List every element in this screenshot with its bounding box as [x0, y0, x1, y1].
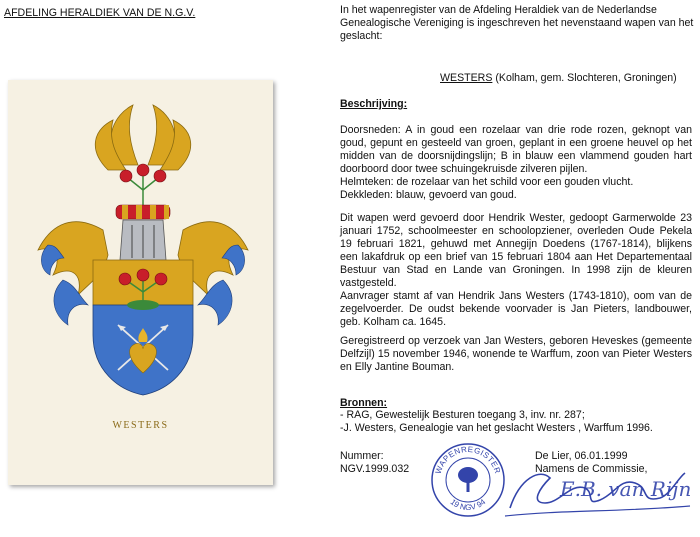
svg-text:19 NGV 94: [449, 497, 488, 512]
sources-list: [340, 409, 692, 435]
intro-paragraph: In het wapenregister van de Afdeling Heraldiek van de Nederlandse Genealogische Vereniging is ingeschreven het nevenstaand wapen van het geslacht:: [340, 4, 694, 42]
coat-of-arms-image: [8, 80, 273, 410]
family-place: (Kolham, gem. Slochteren, Groningen): [495, 72, 677, 84]
family-name: WESTERS: [440, 72, 493, 84]
signature: [500, 448, 695, 528]
source-item: - RAG, Gewestelijk Besturen toegang 3, inv. nr. 287;: [340, 409, 585, 421]
description-line: Dekkleden: blauw, gevoerd van goud.: [340, 189, 517, 201]
applicant-paragraph: Aanvrager stamt af van Hendrik Jans Westers (1743-1810), oom van de zegelvoerder. De oudst bekende voorvader is Jan Pieters, landbouwer, geb. Kolham ca. 1645.: [340, 290, 692, 328]
description-line: Helmteken: de rozelaar van het schild voor een gouden vlucht.: [340, 176, 634, 188]
registration-paragraph: Geregistreerd op verzoek van Jan Westers, geboren Heveskes (gemeente Delfzijl) 15 november 1946, wonende te Warffum, zoon van Pieter Westers en Elly Jantine Bouman.: [340, 335, 692, 373]
department-title: AFDELING HERALDIEK VAN DE N.G.V.: [4, 7, 196, 19]
history-paragraph: Dit wapen werd gevoerd door Hendrik Wester, gedoopt Garmerwolde 23 januari 1752, schoolmeester en schoolopziener, overleden Oude Pekela 19 februari 1821, gehuwd met Annegijn Doedens (1767-1814), blijkens een lakafdruk op een brief van 15 februari 1804 aan Het Departementaal Bestuur van Stad en Lande van Groningen. In 1998 zijn de kleuren vastgesteld.: [340, 212, 692, 289]
history-section: [340, 212, 692, 329]
nummer-value: NGV.1999.032: [340, 463, 410, 475]
seal-top-text: WAPENREGISTER: [433, 444, 503, 475]
signature-text: E.B. van Rijn: [560, 477, 692, 501]
description-line: Doorsneden: A in goud een rozelaar van drie rode rozen, geknopt van goud, gepunt en gesteeld van groen, geplant in een groene heuvel op het midden van de doorsnijdingslijn; B in blauw een vlammend gouden hart doorboord door twee schuingekruisde zilveren pijlen.: [340, 124, 692, 175]
nummer-label: Nummer:: [340, 450, 384, 462]
source-item: -J. Westers, Genealogie van het geslacht Westers , Warffum 1996.: [340, 422, 653, 434]
place-date: De Lier, 06.01.1999: [535, 450, 628, 462]
register-number: [340, 450, 409, 476]
tree-icon: [458, 467, 478, 492]
register-seal: [428, 440, 508, 520]
description-heading: Beschrijving:: [340, 98, 408, 110]
commission-line: Namens de Commissie,: [535, 463, 648, 475]
family-name-line: [440, 72, 677, 84]
coat-of-arms-card: [8, 80, 273, 485]
description-body: [340, 124, 692, 202]
sources-heading: Bronnen:: [340, 397, 388, 409]
seal-bottom-text: 19 NGV 94: [448, 497, 488, 513]
card-caption: WESTERS: [112, 420, 169, 431]
